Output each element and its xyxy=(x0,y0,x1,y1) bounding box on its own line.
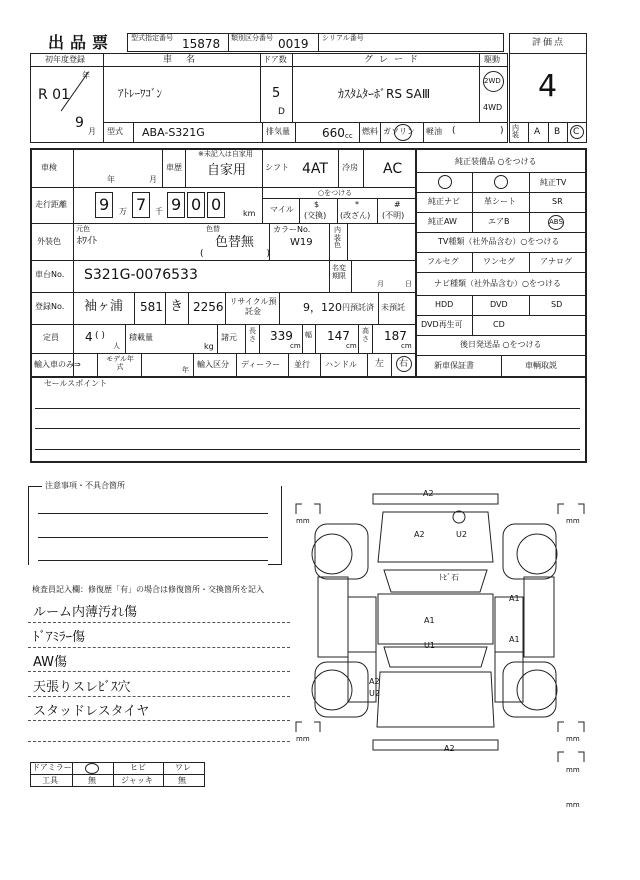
interior-b: B xyxy=(554,127,561,137)
load-label: 積載量 xyxy=(129,333,153,342)
equip-tv: 純正TV xyxy=(540,178,567,187)
first-reg-label: 初年度登録 xyxy=(45,55,85,64)
reg-area: 袖ヶ浦 xyxy=(84,299,124,314)
interior-c: C xyxy=(573,127,580,137)
altered-label: (改ざん) xyxy=(340,211,371,220)
equip-leather: 革シート xyxy=(484,197,516,206)
later-manual: 車輌取説 xyxy=(525,361,557,370)
right-side-front xyxy=(524,577,554,657)
shift-label: シフト xyxy=(265,163,289,172)
dmg-front-top: A2 xyxy=(423,489,434,498)
interior-label: 内装 xyxy=(512,124,519,139)
equip-airbag: エアB xyxy=(488,217,510,226)
bracket-bottom-right-a xyxy=(558,722,564,732)
windshield-shape xyxy=(384,570,487,592)
cc-unit: cc xyxy=(345,132,353,140)
mm-top-left: mm xyxy=(296,517,310,525)
front-left-wheel xyxy=(312,534,352,574)
capacity-paren: ( ) xyxy=(95,331,105,341)
shaken-label: 車検 xyxy=(41,163,57,172)
name-change-label: 名変期限 xyxy=(332,264,346,281)
navi-cd: CD xyxy=(493,320,505,329)
color-change: 色替無 xyxy=(215,235,255,250)
first-reg-year-unit: 年 xyxy=(82,71,90,80)
length: 339 xyxy=(270,329,293,343)
first-reg-month-unit: 月 xyxy=(88,127,96,136)
dmg-left-door-u1: U1 xyxy=(424,641,435,650)
reg-label: 登録No. xyxy=(35,302,65,311)
cat-no: 0019 xyxy=(278,37,309,51)
drive-2wd: 2WD xyxy=(484,77,501,85)
chassis-label: 車台No. xyxy=(35,270,65,279)
equip-ac-icon xyxy=(438,175,452,189)
parallel: 並行 xyxy=(294,360,310,369)
mileage-man: 万 xyxy=(119,207,127,216)
length-label: 長さ xyxy=(249,327,256,343)
note-item-3: AW傷 xyxy=(33,655,68,670)
model: ABA-S321G xyxy=(142,126,205,139)
circle-note: ○をつける xyxy=(318,189,353,197)
first-reg-month: 9 xyxy=(75,115,84,131)
recycle-unit: 円預託済 xyxy=(342,303,374,312)
fuel-label: 燃料 xyxy=(362,127,378,136)
recycle: 9，120 xyxy=(303,301,342,314)
navi-type-title: ナビ種類（社外品含む）○をつける xyxy=(434,279,561,288)
shaken-year-unit: 年 xyxy=(107,175,115,184)
color-tone-label: 色替 xyxy=(206,225,220,233)
note-item-5: スタッドレスタイヤ xyxy=(33,704,150,719)
tool-hibi: ヒビ xyxy=(130,763,146,772)
right-door-rear xyxy=(495,652,523,702)
door-type: D xyxy=(278,107,285,117)
dmg-left-door-a1: A1 xyxy=(424,616,435,625)
handle-left: 左 xyxy=(375,359,385,369)
name-change-month: 月 xyxy=(377,280,384,288)
altered-symbol: * xyxy=(355,200,359,209)
equip-sr: SR xyxy=(552,197,563,206)
mm-bottom-left: mm xyxy=(296,735,310,743)
dmg-roof: ﾄﾋﾞ石 xyxy=(439,573,459,582)
interior-color-label: 内装色 xyxy=(334,226,341,250)
navi-dvd-play: DVD再生可 xyxy=(421,320,463,329)
height: 187 xyxy=(384,329,407,343)
note-item-1: ルーム内薄汚れ傷 xyxy=(33,605,138,620)
displacement: 660 xyxy=(322,126,345,140)
fuel-gas: ガソリン xyxy=(383,127,415,136)
rear-window-shape xyxy=(384,647,487,667)
fuel-paren-close: ) xyxy=(500,126,504,136)
width: 147 xyxy=(327,329,350,343)
front-left-fender xyxy=(315,524,368,579)
bracket-bottom-left-a xyxy=(296,722,302,732)
form-no-label: 型式指定番号 xyxy=(131,34,173,42)
dmg-rear-left-a2: A2 xyxy=(369,677,380,686)
shaken-month-unit: 月 xyxy=(149,175,157,184)
import-label: 輸入車のみ⇒ xyxy=(34,360,81,369)
history: 自家用 xyxy=(207,163,247,178)
attention-label: 注意事項・不具合箇所 xyxy=(45,481,125,490)
car-damage-diagram xyxy=(288,482,598,812)
dmg-rear-bottom: A2 xyxy=(444,744,455,753)
equip-title: 純正装備品 ○をつける xyxy=(455,157,537,166)
width-cm: cm xyxy=(346,342,357,350)
interior-a: A xyxy=(534,127,541,137)
rear-left-fender xyxy=(315,662,368,717)
rear-bumper-shape xyxy=(373,740,498,750)
unknown-symbol: # xyxy=(394,200,401,209)
mm-bottom-right: mm xyxy=(566,735,580,743)
height-cm: cm xyxy=(401,342,412,350)
handle-right: 右 xyxy=(399,359,409,369)
mileage-label: 走行距離 xyxy=(35,200,67,209)
later-title: 後日発送品 ○をつける xyxy=(460,340,542,349)
dealer: ディーラー xyxy=(241,360,281,369)
orig-color-label: 元色 xyxy=(76,225,90,233)
color-label: 外装色 xyxy=(37,237,61,246)
later-warranty: 新車保証書 xyxy=(434,361,474,370)
capacity-label: 定員 xyxy=(43,333,59,342)
note-item-4: 天張りスレﾋﾞｽ穴 xyxy=(33,680,131,695)
recycle-label: リサイクル預託金 xyxy=(229,297,277,316)
attention-bracket-right xyxy=(268,486,282,565)
tool-tools-val: 無 xyxy=(88,776,96,785)
history-label: 車歴 xyxy=(166,163,182,172)
height-label: 高さ xyxy=(362,327,369,343)
color-paren: ( ) xyxy=(200,249,271,259)
mileage-d2: 7 xyxy=(136,195,147,214)
serial-label: シリアル番号 xyxy=(322,34,364,42)
recycle-unpaid: 未預託 xyxy=(381,303,405,312)
rear-left-wheel xyxy=(312,670,352,710)
equip-aw: 純正AW xyxy=(428,217,457,226)
unknown-label: (不明) xyxy=(382,211,405,220)
dmg-hood-u2: U2 xyxy=(456,530,467,539)
bracket-low-right-b xyxy=(578,752,584,762)
navi-dvd: DVD xyxy=(490,300,508,309)
mileage-d4: 0 xyxy=(191,195,202,214)
capacity: 4 xyxy=(85,330,93,344)
color-no: W19 xyxy=(290,237,313,248)
drive-label: 駆動 xyxy=(484,55,500,64)
orig-color: ﾎﾜｲﾄ xyxy=(77,236,97,247)
dims-label: 諸元 xyxy=(221,333,237,342)
doors-label: ドア数 xyxy=(263,55,287,64)
mileage-d1: 9 xyxy=(99,195,110,214)
hood-shape xyxy=(378,512,493,562)
car-name: ｱﾄﾚｰﾜｺﾞﾝ xyxy=(118,87,162,100)
chassis: S321G-0076533 xyxy=(84,267,198,283)
equip-pw-icon xyxy=(494,175,508,189)
bracket-top-left-a xyxy=(296,504,302,514)
back-door-shape xyxy=(377,672,494,727)
form-no: 15878 xyxy=(182,37,221,51)
equip-abs: ABS xyxy=(549,218,563,226)
eval-score: 4 xyxy=(538,69,558,104)
length-cm: cm xyxy=(290,342,301,350)
history-note: ※未記入は自家用 xyxy=(198,150,253,158)
grade: ｶｽﾀﾑﾀｰﾎﾞRS SAⅢ xyxy=(338,87,431,101)
mileage-d5: 0 xyxy=(211,195,222,214)
mileage-d3: 9 xyxy=(171,195,182,214)
equip-navi: 純正ナビ xyxy=(428,197,460,206)
handle-label: ハンドル xyxy=(325,360,357,369)
eval-label: 評価点 xyxy=(532,38,566,48)
tool-tools: 工具 xyxy=(42,776,58,785)
dmg-right-door-2: A1 xyxy=(509,635,520,644)
color-no-label: カラーNo. xyxy=(273,225,311,234)
dmg-rear-left-u2: U2 xyxy=(369,689,380,698)
navi-hdd: HDD xyxy=(435,300,454,309)
grade-label: グレード xyxy=(364,55,425,65)
bracket-bottom-right-b xyxy=(578,722,584,732)
front-right-wheel xyxy=(517,534,557,574)
tv-analog: アナログ xyxy=(540,257,572,266)
reg-class: 581 xyxy=(140,300,163,314)
mm-top-right: mm xyxy=(566,517,580,525)
car-name-label: 車名 xyxy=(163,55,210,65)
fuel-paren-open: ( xyxy=(452,126,456,136)
import-class-label: 輸入区分 xyxy=(197,360,229,369)
person-unit: 人 xyxy=(113,342,120,350)
cat-no-label: 類別区分番号 xyxy=(231,34,273,42)
mile: マイル xyxy=(270,205,294,214)
navi-sd: SD xyxy=(551,300,563,309)
reg-kana: き xyxy=(170,299,184,314)
shift: 4AT xyxy=(302,161,328,177)
tv-type-title: TV種類（社外品含む）○をつける xyxy=(438,237,560,246)
mm-lowest-right: mm xyxy=(566,801,580,809)
sales-point-label: セールスポイント xyxy=(44,379,108,388)
first-reg-era: R 01 xyxy=(38,87,70,103)
displacement-label: 排気量 xyxy=(266,127,290,136)
model-year-label: モデル年式 xyxy=(106,355,134,371)
model-label: 型式 xyxy=(107,127,123,136)
page-title: 出品票 xyxy=(48,33,115,52)
bracket-top-right-a xyxy=(558,504,564,514)
left-door-front xyxy=(348,597,376,652)
doors: 5 xyxy=(272,86,281,101)
tool-kizu-circle xyxy=(85,763,99,774)
note-item-2: ﾄﾞｱﾐﾗｰ傷 xyxy=(33,630,86,645)
front-bumper-shape xyxy=(373,494,498,504)
attention-bracket-left xyxy=(28,486,42,565)
model-year-unit: 年 xyxy=(182,366,189,374)
bracket-top-left-b xyxy=(314,504,320,514)
dmg-right-door-1: A1 xyxy=(509,594,520,603)
fuel-oil: 軽油 xyxy=(426,127,442,136)
tool-ware: ワレ xyxy=(175,763,191,772)
tool-jack: ジャッキ xyxy=(121,776,153,785)
mm-low-right: mm xyxy=(566,766,580,774)
bracket-bottom-left-b xyxy=(314,722,320,732)
exchange-label: (交換) xyxy=(304,211,327,220)
tool-jack-val: 無 xyxy=(178,776,186,785)
bracket-low-right-a xyxy=(558,752,564,762)
cooler-label: 冷房 xyxy=(342,163,358,172)
hood-a2-mark xyxy=(453,511,465,523)
reg-num: 2256 xyxy=(193,300,224,314)
name-change-day: 日 xyxy=(405,280,412,288)
exchange-symbol: $ xyxy=(314,200,320,209)
drive-4wd: 4WD xyxy=(483,103,503,112)
bracket-top-right-b xyxy=(578,504,584,514)
tool-door-mirror: ドアミラー xyxy=(32,763,72,772)
km-unit: km xyxy=(243,209,256,218)
inspector-note: 検査員記入欄：修復歴「有」の場合は修復箇所・交換箇所を記入 xyxy=(32,585,264,594)
width-label: 幅 xyxy=(305,331,312,339)
tv-oneseg: ワンセグ xyxy=(483,257,515,266)
dmg-hood-a2: A2 xyxy=(414,530,425,539)
cooler: AC xyxy=(383,161,403,177)
left-side-front xyxy=(318,577,348,657)
roof-shape xyxy=(378,594,493,644)
tv-fullseg: フルセグ xyxy=(427,257,459,266)
mileage-sen: 千 xyxy=(155,207,163,216)
kg-unit: kg xyxy=(204,342,214,351)
